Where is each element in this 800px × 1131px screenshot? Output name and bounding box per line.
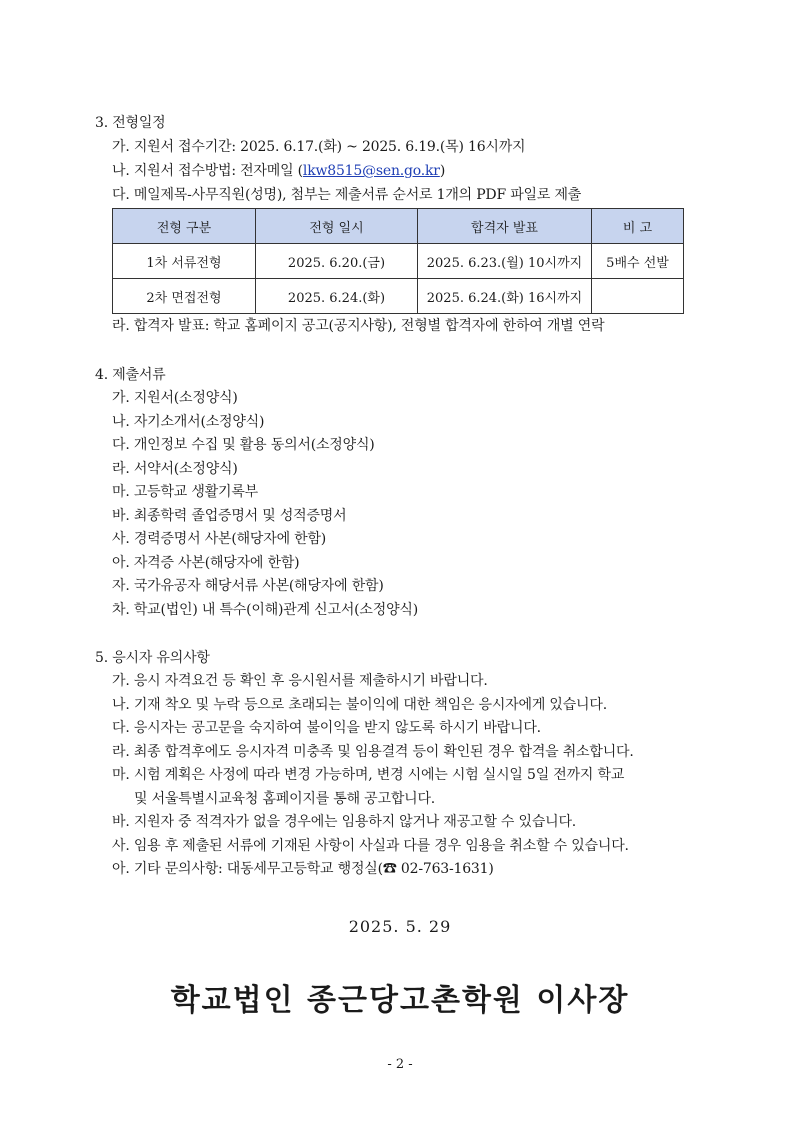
- table-row: [113, 244, 684, 279]
- list-item: 나. 기재 착오 및 누락 등으로 초래되는 불이익에 대한 책임은 응시자에게 있습니다.: [112, 697, 607, 713]
- list-item: 다. 개인정보 수집 및 활용 동의서(소정양식): [112, 437, 375, 453]
- list-item: 라. 서약서(소정양식): [112, 461, 238, 477]
- list-item: 라. 최종 합격후에도 응시자격 미충족 및 임용결격 등이 확인된 경우 합격을 취소합니다.: [112, 744, 634, 760]
- table-cell: 2025. 6.24.(화) 16시까지: [418, 279, 592, 314]
- section3-item-na-suffix: ): [439, 163, 446, 179]
- announcement-date: 2025. 5. 29: [348, 917, 452, 936]
- schedule-table: [112, 208, 684, 314]
- table-cell: 1차 서류전형: [113, 244, 256, 279]
- email-link[interactable]: lkw8515@sen.go.kr: [302, 163, 440, 179]
- section4-title: 4. 제출서류: [95, 367, 166, 383]
- list-item: 마. 시험 계획은 사정에 따라 변경 가능하며, 변경 시에는 시험 실시일 5일 전까지 학교: [112, 767, 625, 783]
- section3-item-ra: 라. 합격자 발표: 학교 홈페이지 공고(공지사항), 전형별 합격자에 한하여 개별 연락: [112, 318, 605, 334]
- list-item: 마. 고등학교 생활기록부: [112, 484, 258, 500]
- list-item: 사. 경력증명서 사본(해당자에 한함): [112, 531, 327, 547]
- table-cell: 2차 면접전형: [113, 279, 256, 314]
- list-item: 아. 기타 문의사항: 대동세무고등학교 행정실(☎ 02-763-1631): [112, 861, 494, 877]
- list-item: 가. 응시 자격요건 등 확인 후 응시원서를 제출하시기 바랍니다.: [112, 673, 488, 689]
- table-cell: 2025. 6.23.(월) 10시까지: [418, 244, 592, 279]
- section5-title: 5. 응시자 유의사항: [95, 650, 210, 666]
- section3-item-na-prefix: 나. 지원서 접수방법: 전자메일 (: [112, 163, 303, 179]
- section3-title: 3. 전형일정: [95, 115, 166, 131]
- table-header-cell: 전형 구분: [113, 209, 256, 244]
- list-item: 나. 자기소개서(소정양식): [112, 414, 265, 430]
- table-cell: 5배수 선발: [592, 244, 684, 279]
- page-number: - 2 -: [387, 1057, 413, 1072]
- table-header-cell: 전형 일시: [256, 209, 418, 244]
- list-item: 자. 국가유공자 해당서류 사본(해당자에 한함): [112, 578, 384, 594]
- table-cell: 2025. 6.24.(화): [256, 279, 418, 314]
- table-row: [113, 279, 684, 314]
- list-item: 다. 응시자는 공고문을 숙지하여 불이익을 받지 않도록 하시기 바랍니다.: [112, 720, 541, 736]
- list-item: 가. 지원서(소정양식): [112, 390, 238, 406]
- table-header-cell: 비 고: [592, 209, 684, 244]
- table-cell: 2025. 6.20.(금): [256, 244, 418, 279]
- list-item: 바. 지원자 중 적격자가 없을 경우에는 임용하지 않거나 재공고할 수 있습니다.: [112, 814, 577, 830]
- section3-item-ga: 가. 지원서 접수기간: 2025. 6.17.(화) ~ 2025. 6.19.(목) 16시까지: [112, 139, 526, 155]
- list-item: 차. 학교(법인) 내 특수(이해)관계 신고서(소정양식): [112, 602, 418, 618]
- section3-item-na: [112, 161, 445, 181]
- section3-item-da: 다. 메일제목-사무직원(성명), 첨부는 제출서류 순서로 1개의 PDF 파일로 제출: [112, 187, 582, 203]
- list-item-continuation: 및 서울특별시교육청 홈페이지를 통해 공고합니다.: [134, 791, 436, 807]
- list-item: 바. 최종학력 졸업증명서 및 성적증명서: [112, 508, 347, 524]
- schedule-table-header-row: [113, 209, 684, 244]
- list-item: 사. 임용 후 제출된 서류에 기재된 사항이 사실과 다를 경우 임용을 취소할 수 있습니다.: [112, 838, 629, 854]
- table-header-cell: 합격자 발표: [418, 209, 592, 244]
- table-cell: [592, 279, 684, 314]
- issuer-name: 학교법인 종근당고촌학원 이사장: [170, 983, 630, 1018]
- list-item: 아. 자격증 사본(해당자에 한함): [112, 555, 300, 571]
